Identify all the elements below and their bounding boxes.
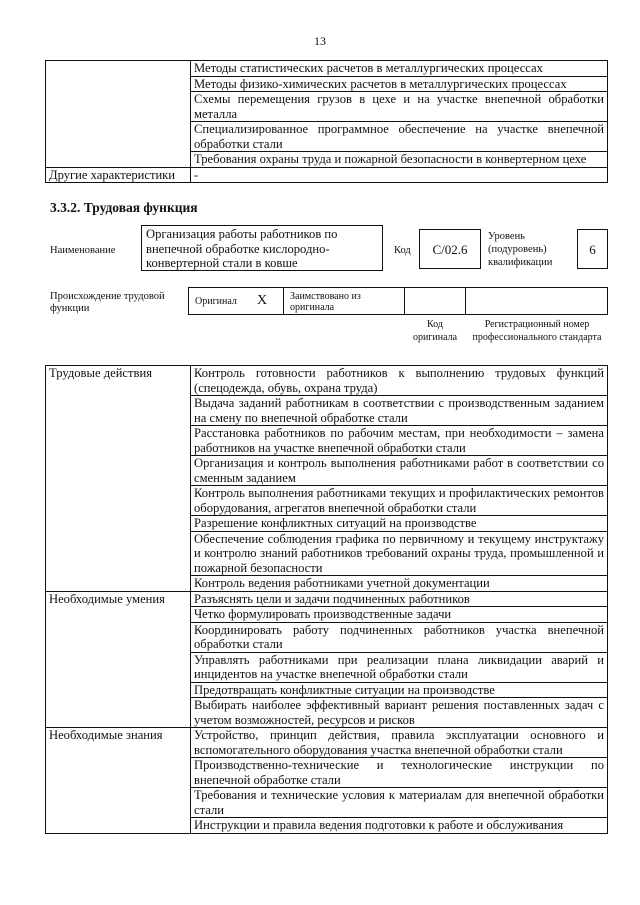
category-cell: Необходимые умения	[46, 591, 191, 728]
description-cell: Обеспечение соблюдения графика по первичному и текущему инструктажу и контролю знаний работников требований охраны труда, промышленной и пожарной безопасности	[191, 531, 608, 576]
description-cell: Требования и технические условия к материалам для внепечной обработки стали	[191, 788, 608, 818]
name-label: Наименование	[50, 245, 116, 256]
table-row	[46, 61, 608, 77]
function-details-table	[45, 365, 608, 834]
category-cell: Необходимые знания	[46, 728, 191, 834]
description-cell: Инструкции и правила ведения подготовки к работе и обслуживания	[191, 818, 608, 834]
continuation-table	[45, 60, 608, 183]
origin-code-cell	[404, 287, 466, 315]
description-cell: Четко формулировать производственные задачи	[191, 607, 608, 623]
origin-reg-cell	[465, 287, 608, 315]
original-mark: X	[257, 293, 268, 308]
description-cell: Устройство, принцип действия, правила эксплуатации основного и вспомогательного оборудования участка внепечной обработки стали	[191, 728, 608, 758]
function-name: Организация работы работников по внепечной обработке кислородно-конвертерной стали в ковше	[146, 227, 338, 270]
function-name-box	[141, 225, 383, 271]
description-cell: Координировать работу подчиненных работников участка внепечной обработки стали	[191, 622, 608, 652]
description-cell: Контроль выполнения работниками текущих и профилактических ремонтов оборудования, агрегатов внепечной обработки стали	[191, 486, 608, 516]
description-cell: Разъяснять цели и задачи подчиненных работников	[191, 591, 608, 607]
description-cell: Схемы перемещения грузов в цехе и на участке внепечной обработки металла	[191, 92, 608, 122]
code-box	[419, 229, 481, 269]
table-row	[46, 167, 608, 183]
table-row	[46, 591, 608, 607]
reg-caption: Регистрационный номер профессионального стандарта	[472, 319, 602, 343]
category-cell: Трудовые действия	[46, 366, 191, 592]
level-value: 6	[589, 242, 596, 257]
original-cell	[188, 287, 284, 315]
description-cell: Методы статистических расчетов в металлургических процессах	[191, 61, 608, 77]
description-cell: Организация и контроль выполнения работниками работ в соответствии со сменным заданием	[191, 456, 608, 486]
description-cell: Специализированное программное обеспечение на участке внепечной обработки стали	[191, 122, 608, 152]
description-cell: Методы физико-химических расчетов в металлургических процессах	[191, 76, 608, 92]
description-cell: -	[191, 167, 608, 183]
description-cell: Требования охраны труда и пожарной безопасности в конвертерном цехе	[191, 152, 608, 168]
description-cell: Разрешение конфликтных ситуаций на производстве	[191, 516, 608, 532]
description-cell: Производственно-технические и технологические инструкции по внепечной обработке стали	[191, 758, 608, 788]
category-cell: Другие характеристики	[46, 167, 191, 183]
code-value: C/02.6	[432, 242, 468, 257]
description-cell: Расстановка работников по рабочим местам, при необходимости – замена работников на участке внепечной обработки стали	[191, 426, 608, 456]
origin-label: Происхождение трудовой функции	[50, 291, 165, 314]
page-number: 13	[314, 34, 326, 48]
code-caption: Код оригинала	[412, 319, 458, 343]
description-cell: Контроль ведения работниками учетной документации	[191, 576, 608, 592]
table-row	[46, 366, 608, 396]
level-label: Уровень (подуровень) квалификации	[488, 231, 553, 268]
description-cell: Выбирать наиболее эффективный вариант решения поставленных задач с учетом возможностей, ресурсов и рисков	[191, 698, 608, 728]
table-row	[46, 728, 608, 758]
description-cell: Контроль готовности работников к выполнению трудовых функций (спецодежда, обувь, охрана труда)	[191, 366, 608, 396]
level-box	[577, 229, 608, 269]
description-cell: Выдача заданий работникам в соответствии с производственным заданием на смену по внепечной обработке стали	[191, 396, 608, 426]
borrowed-cell	[283, 287, 405, 315]
code-label: Код	[394, 245, 411, 256]
section-heading: 3.3.2. Трудовая функция	[50, 200, 198, 215]
original-label: Оригинал	[195, 296, 237, 307]
description-cell: Управлять работниками при реализации плана ликвидации аварий и инцидентов на участке внепечной обработки стали	[191, 652, 608, 682]
description-cell: Предотвращать конфликтные ситуации на производстве	[191, 682, 608, 698]
category-cell	[46, 61, 191, 168]
borrowed-label: Заимствовано из оригинала	[290, 291, 361, 313]
